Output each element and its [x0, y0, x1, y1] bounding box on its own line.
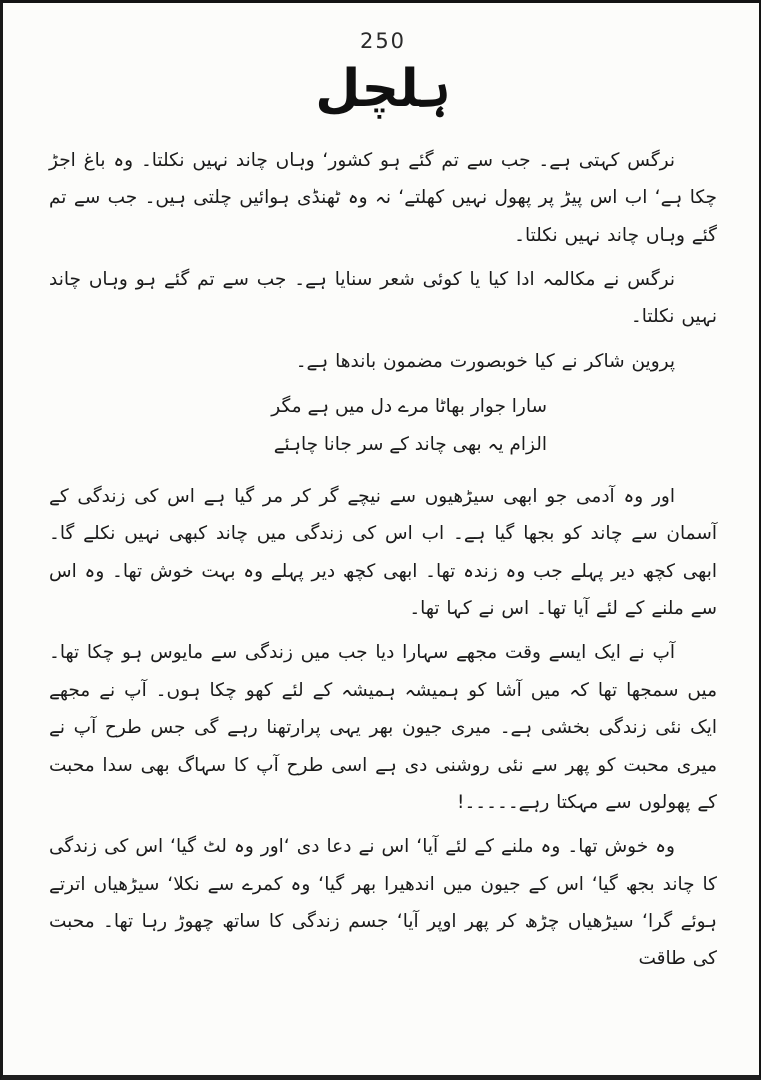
couplet-line: الزام یہ بھی چاند کے سر جانا چاہئے — [273, 434, 547, 456]
paragraph: وہ خوش تھا۔ وہ ملنے کے لئے آیا‘ اس نے دعا دی ‘اور وہ لٹ گیا‘ اس کی زندگی کا چاند بجھ گیا‘ اس کے جیون میں اندھیرا بھر گیا‘ وہ کمرے سے نکلا‘ سیڑھیاں اترتے ہوئے گرا‘ سیڑھیاں چڑھ کر پھر اوپر آیا‘ جسم زندگی کا ساتھ چھوڑ رہا تھا۔ محبت کی طاقت — [49, 836, 717, 970]
paragraphs — [49, 142, 717, 978]
paragraph: پروین شاکر نے کیا خوبصورت مضمون باندھا ہے۔ — [295, 350, 675, 372]
paragraph: نرگس کہتی ہے۔ جب سے تم گئے ہو کشور‘ وہاں چاند نہیں نکلتا۔ وہ باغ اجڑ چکا ہے‘ اب اس پیڑ پر پھول نہیں کھلتے‘ نہ وہ ٹھنڈی ہوائیں چلتی ہیں۔ جب سے تم گئے وہاں چاند نہیں نکلتا۔ — [49, 150, 717, 246]
paragraph: آپ نے ایک ایسے وقت مجھے سہارا دیا جب میں زندگی سے مایوس ہو چکا تھا۔ میں سمجھا تھا کہ میں آشا کو ہمیشہ ہمیشہ کے لئے کھو چکا ہوں۔ آپ نے مجھے ایک نئی زندگی بخشی ہے۔ میری جیون بھر یہی پرارتھنا رہے گی جس طرح آپ نے میری محبت کو پھر سے نئی روشنی دی ہے اسی طرح آپ کا سہاگ بھی سدا محبت کے پھولوں سے مہکتا رہے۔۔۔۔۔! — [49, 642, 717, 813]
chapter-title: ہلچل — [315, 59, 451, 119]
paragraph: نرگس نے مکالمہ ادا کیا یا کوئی شعر سنایا ہے۔ جب سے تم گئے ہو وہاں چاند نہیں نکلتا۔ — [49, 269, 717, 328]
page-number: 250 — [359, 29, 407, 53]
page-content — [3, 3, 759, 993]
couplet-line: سارا جوار بھاٹا مرے دل میں ہے مگر — [271, 396, 547, 418]
paragraph: اور وہ آدمی جو ابھی سیڑھیوں سے نیچے گر کر مر گیا ہے اس کی زندگی کے آسمان سے چاند کو بجھا گیا ہے۔ اب اس کی زندگی میں چاند کبھی نہیں نکلے گا۔ ابھی کچھ دیر پہلے جب وہ زندہ تھا۔ ابھی کچھ دیر پہلے وہ بہت خوش تھا۔ وہ اس سے ملنے کے لئے آیا تھا۔ اس نے کہا تھا۔ — [49, 486, 717, 620]
couplet — [49, 388, 717, 464]
